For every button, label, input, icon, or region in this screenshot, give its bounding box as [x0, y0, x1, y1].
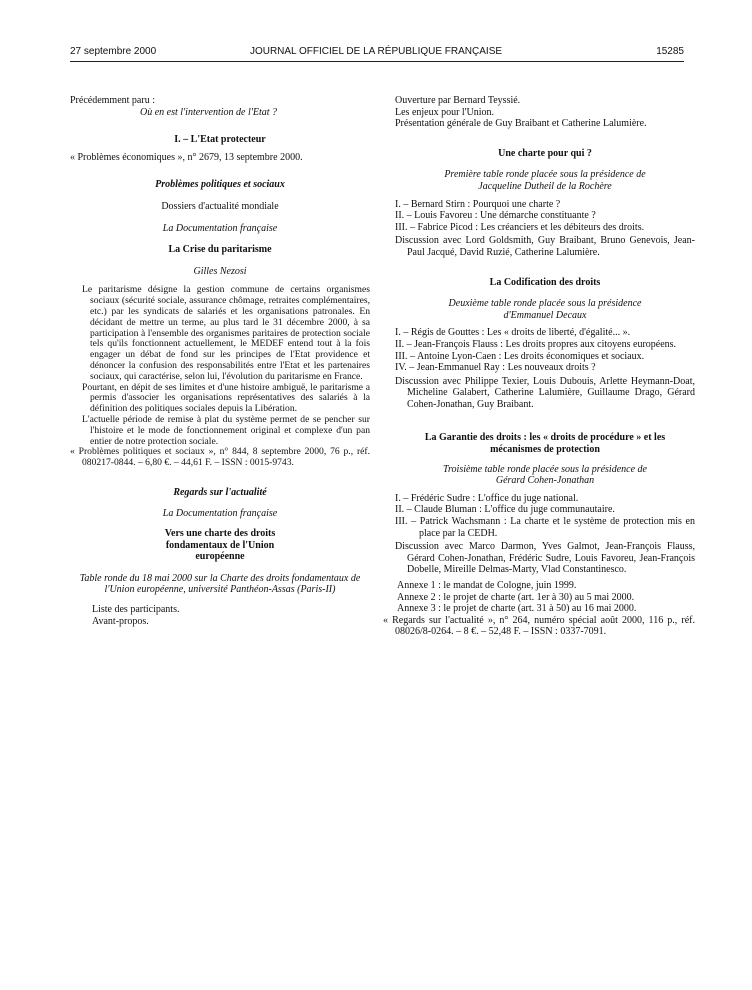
publisher-name: La Documentation française	[162, 222, 278, 234]
header-date: 27 septembre 2000	[70, 46, 157, 57]
section-heading: I. – L'Etat protecteur	[174, 134, 266, 146]
contents-item: I. – Régis de Gouttes : Les « droits de liberté, d'égalité... ».	[395, 327, 631, 339]
reference-line: « Problèmes économiques », n° 2679, 13 septembre 2000.	[70, 151, 303, 163]
contents-item: III. – Antoine Lyon-Caen : Les droits économiques et sociaux.	[395, 350, 645, 362]
section-heading: La Codification des droits	[489, 276, 601, 288]
contents-item: Liste des participants.	[92, 604, 180, 616]
annex-item: Annexe 2 : le projet de charte (art. 1er à 30) au 5 mai 2000.	[397, 591, 635, 603]
author-name: Gilles Nezosi	[193, 265, 247, 277]
left-column	[70, 95, 370, 627]
contents-item: II. – Louis Favoreu : Une démarche constituante ?	[395, 210, 596, 222]
round-table-description: Deuxième table ronde placée sous la présidence d'Emmanuel Decaux	[448, 298, 642, 321]
annex-item: Annexe 1 : le mandat de Cologne, juin 1999.	[397, 580, 577, 591]
summary-paragraph: Pourtant, en dépit de ses limites et d'une histoire ambiguë, le paritarisme a permis d'associer les organisations représentatives des salariés à la définition des politiques sociales depuis la Libération.	[82, 381, 370, 415]
series-subtitle: Dossiers d'actualité mondiale	[161, 200, 279, 212]
round-table-description: Table ronde du 18 mai 2000 sur la Charte des droits fondamentaux de l'Union européenne, université Panthéon-Assas (Paris-II)	[79, 572, 361, 596]
contents-item: II. – Jean-François Flauss : Les droits propres aux citoyens européens.	[395, 338, 677, 350]
series-title: Regards sur l'actualité	[173, 486, 267, 498]
header-rule	[70, 61, 684, 62]
annex-item: Annexe 3 : le projet de charte (art. 31 à 50) au 16 mai 2000.	[397, 603, 637, 615]
right-column	[383, 95, 695, 638]
contents-item: III. – Fabrice Picod : Les créanciers et les débiteurs des droits.	[395, 221, 645, 233]
issue-title: Vers une charte des droits fondamentaux de l'Union européenne	[164, 528, 276, 563]
summary-paragraph: Le paritarisme désigne la gestion commune de certains organismes sociaux (sécurité sociale, assurance chômage, retraites complémentaires, etc.) par les syndicats de salariés et les organisations patronales. En décidant de mettre un terme, au plus tard le 31 décembre 2000, à sa participation à l'ensemble des organismes paritaires de protection sociale tels qu'ils fonctionnent actuellement, le MEDEF entend tout à la fois engager un débat de fond sur les principes de l'Etat providence et dénoncer la confusion des responsabilités entre l'Etat et les partenaires sociaux, qui caractérise, selon lui, l'évolution du paritarisme en France.	[82, 284, 370, 382]
reference-line: « Problèmes politiques et sociaux », n° 844, 8 septembre 2000, 76 p., réf. 080217-0844. – 6,80 €. – 44,61 F. – ISSN : 0015-9743.	[70, 446, 370, 469]
header-title: JOURNAL OFFICIEL DE LA RÉPUBLIQUE FRANÇAISE	[249, 46, 503, 57]
section-heading: Une charte pour qui ?	[498, 147, 592, 159]
round-table-description: Première table ronde placée sous la présidence de Jacqueline Dutheil de la Rochère	[444, 169, 646, 192]
contents-item: IV. – Jean-Emmanuel Ray : Les nouveaux droits ?	[395, 362, 596, 374]
round-table-description: Troisième table ronde placée sous la présidence de Gérard Cohen-Jonathan	[443, 463, 647, 487]
contents-item: Présentation générale de Guy Braibant et Catherine Lalumière.	[395, 118, 647, 130]
discussion-line: Discussion avec Marco Darmon, Yves Galmot, Jean-François Flauss, Gérard Cohen-Jonathan, Frédéric Sudre, Louis Favoreu, Jean-François Dobelle, Mireille Delmas-Marty, Vlad Constantinesco.	[395, 541, 695, 576]
section-heading: La Garantie des droits : les « droits de procédure » et les mécanismes de protection	[424, 432, 666, 456]
issue-title: La Crise du paritarisme	[168, 244, 272, 256]
previously-published-label: Précédemment paru :	[70, 95, 155, 106]
series-title: Problèmes politiques et sociaux	[155, 179, 285, 191]
discussion-line: Discussion avec Philippe Texier, Louis Dubouis, Arlette Heymann-Doat, Micheline Galabert, Catherine Lalumière, Guillaume Drago, Gérard Cohen-Jonathan, Guy Braibant.	[395, 375, 695, 410]
contents-item: II. – Claude Bluman : L'office du juge communautaire.	[395, 504, 615, 516]
header-page-number: 15285	[656, 46, 684, 57]
contents-item: I. – Frédéric Sudre : L'office du juge national.	[395, 492, 579, 504]
contents-item: Ouverture par Bernard Teyssié.	[395, 95, 521, 106]
contents-item: III. – Patrick Wachsmann : La charte et le système de protection mis en place par la CEDH.	[395, 516, 695, 539]
reference-line: « Regards sur l'actualité », n° 264, numéro spécial août 2000, 116 p., réf. 08026/8-0264. – 8 €. – 52,48 F. – ISSN : 0337-7091.	[383, 614, 695, 638]
contents-item: Les enjeux pour l'Union.	[395, 106, 495, 118]
publisher-name: La Documentation française	[162, 508, 278, 520]
contents-item: I. – Bernard Stirn : Pourquoi une charte ?	[395, 198, 561, 210]
summary-paragraph: L'actuelle période de remise à plat du système permet de se pencher sur l'histoire et le mode de fonctionnement original et complexe d'un pan entier de notre protection sociale.	[82, 413, 370, 447]
previous-title: Où en est l'intervention de l'Etat ?	[140, 106, 278, 118]
contents-item: Avant-propos.	[92, 615, 149, 627]
discussion-line: Discussion avec Lord Goldsmith, Guy Braibant, Bruno Genevois, Jean-Paul Jacqué, David Ruzié, Catherine Lalumière.	[395, 235, 695, 258]
